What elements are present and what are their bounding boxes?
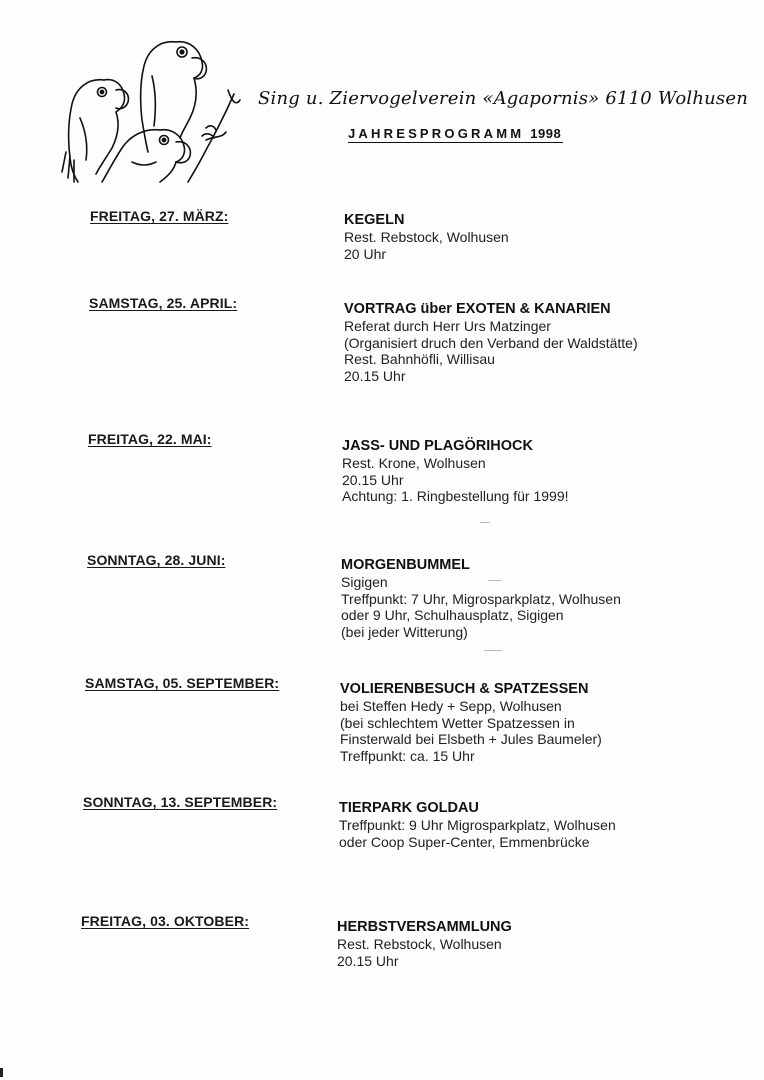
event-title: TIERPARK GOLDAU (339, 800, 479, 816)
event-details (342, 437, 569, 505)
event-date: SAMSTAG, 25. APRIL: (89, 295, 238, 311)
event-line: Treffpunkt: 9 Uhr Migrosparkplatz, Wolhusen (339, 817, 616, 833)
scan-speck (488, 580, 502, 581)
event-line: Sigigen (341, 574, 388, 590)
event-date: SONNTAG, 28. JUNI: (87, 552, 226, 568)
event-line: Rest. Rebstock, Wolhusen (344, 229, 509, 245)
event-title: HERBSTVERSAMMLUNG (337, 919, 512, 935)
event-line: (Organisiert druch den Verband der Waldstätte) (344, 334, 638, 351)
event-date: FREITAG, 27. MÄRZ: (90, 208, 229, 224)
event-title: JASS- UND PLAGÖRIHOCK (342, 438, 533, 454)
program-title-underline (348, 142, 563, 143)
event-line: 20.15 Uhr (344, 367, 406, 384)
scan-edge-mark (0, 1068, 3, 1077)
event-line: Referat durch Herr Urs Matzinger (344, 318, 551, 334)
event-details (344, 211, 509, 262)
event-details (344, 300, 638, 384)
event-line: Treffpunkt: ca. 15 Uhr (340, 747, 475, 764)
event-line: oder Coop Super-Center, Emmenbrücke (339, 833, 590, 850)
event-date: SAMSTAG, 05. SEPTEMBER: (85, 675, 280, 691)
event-line: Finsterwald bei Elsbeth + Jules Baumeler) (340, 731, 602, 747)
event-title: KEGELN (344, 212, 405, 228)
event-title: VOLIERENBESUCH & SPATZESSEN (340, 681, 589, 697)
club-name: Sing u. Ziervogelverein «Agapornis» 6110 Wolhusen (258, 88, 748, 109)
scan-speck (480, 522, 490, 523)
event-line: Rest. Rebstock, Wolhusen (337, 936, 502, 952)
event-title: VORTRAG über EXOTEN & KANARIEN (344, 301, 611, 317)
event-details (339, 799, 616, 850)
event-details (337, 918, 512, 969)
event-line: (bei jeder Witterung) (341, 623, 468, 640)
event-line: bei Steffen Hedy + Sepp, Wolhusen (340, 698, 562, 714)
event-line: Achtung: 1. Ringbestellung für 1999! (342, 488, 569, 504)
scan-speck (484, 650, 502, 651)
event-date: FREITAG, 03. OKTOBER: (81, 913, 250, 929)
event-title: MORGENBUMMEL (341, 557, 470, 573)
event-line: 20.15 Uhr (342, 471, 404, 488)
event-date: FREITAG, 22. MAI: (88, 431, 212, 447)
parrots-logo-icon (56, 32, 246, 184)
event-date: SONNTAG, 13. SEPTEMBER: (83, 794, 278, 810)
event-line: Rest. Bahnhöfli, Willisau (344, 351, 495, 367)
event-line: 20.15 Uhr (337, 952, 399, 969)
event-line: (bei schlechtem Wetter Spatzessen in (340, 714, 575, 731)
event-details (340, 680, 602, 764)
event-details (341, 556, 621, 640)
event-line: 20 Uhr (344, 245, 387, 262)
program-year: 1998 (530, 126, 562, 141)
event-line: oder 9 Uhr, Schulhausplatz, Sigigen (341, 607, 564, 623)
program-title (348, 126, 561, 141)
program-title-label: JAHRESPROGRAMM (348, 126, 525, 141)
event-line: Rest. Krone, Wolhusen (342, 455, 486, 471)
event-line: Treffpunkt: 7 Uhr, Migrosparkplatz, Wolhusen (341, 590, 621, 607)
